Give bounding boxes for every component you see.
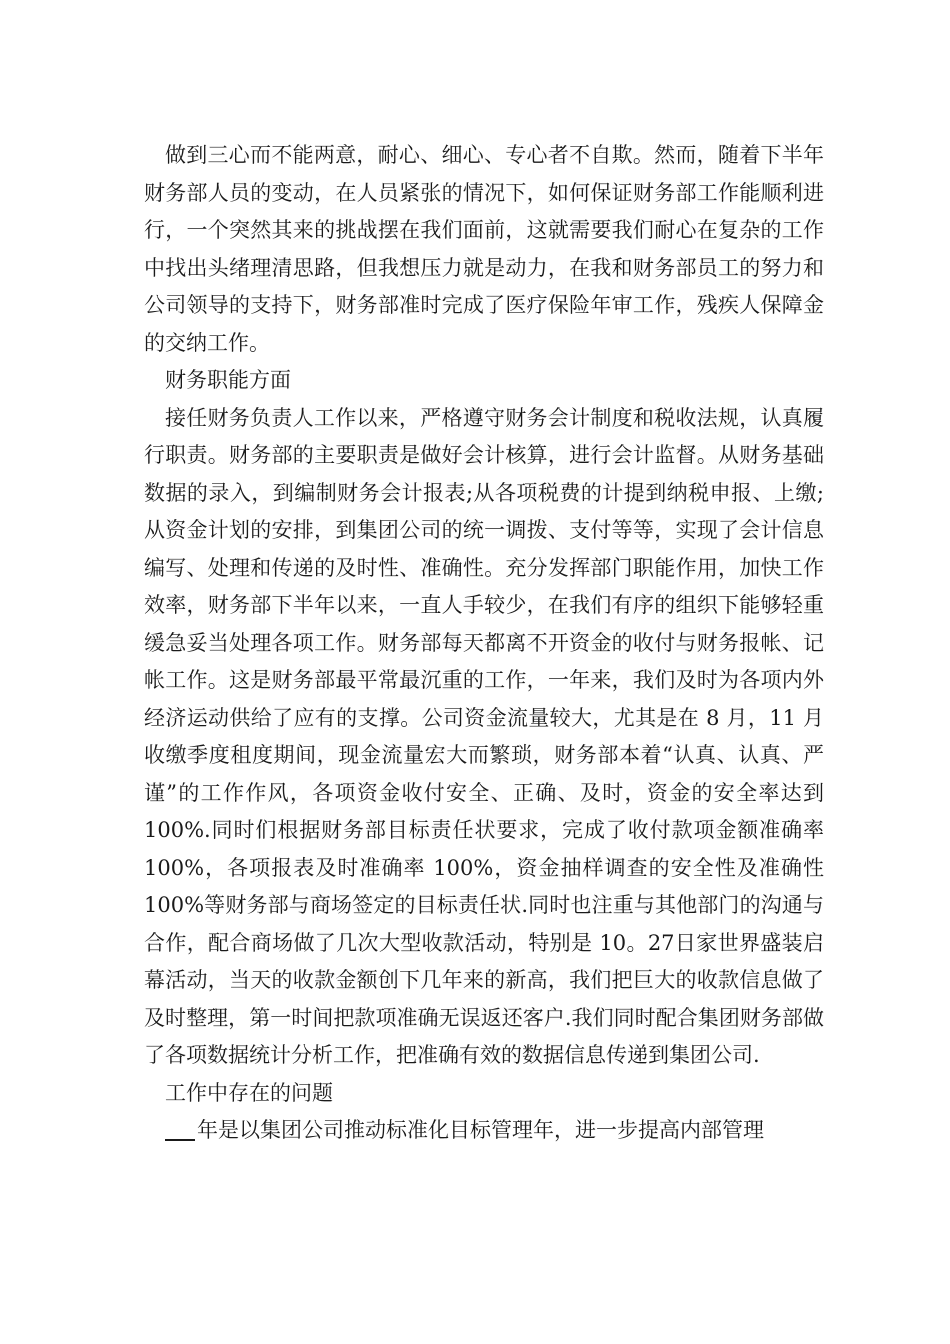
fill-in-blank — [165, 1117, 195, 1141]
section-heading-problems: 工作中存在的问题 — [165, 1080, 333, 1105]
paragraph-financial-functions: 接任财务负责人工作以来，严格遵守财务会计制度和税收法规，认真履行职责。财务部的主要职责是做好会计核算，进行会计监督。从财务基础数据的录入，到编制财务会计报表;从各项税费的计提到纳税申报、上缴;从资金计划的安排，到集团公司的统一调拨、支付等等，实现了会计信息编写、处理和传递的及时性、准确性。充分发挥部门职能作用，加快工作效率，财务部下半年以来，一直人手较少，在我们有序的组织下能够轻重缓急妥当处理各项工作。财务部每天都离不开资金的收付与财务报帐、记帐工作。这是财务部最平常最沉重的工作，一年来，我们及时为各项内外经济运动供给了应有的支撑。公司资金流量较大，尤其是在 8 月，11 月收缴季度租度期间，现金流量宏大而繁琐，财务部本着“认真、认真、严谨”的工作作风，各项资金收付安全、正确、及时，资金的安全率达到100%.同时们根据财务部目标责任状要求，完成了收付款项金额准确率 100%，各项报表及时准确率 100%，资金抽样调查的安全性及准确性 100%等财务部与商场签定的目标责任状.同时也注重与其他部门的沟通与合作，配合商场做了几次大型收款活动，特别是 10。27日家世界盛装启幕活动，当天的收款金额创下几年来的新高，我们把巨大的收款信息做了及时整理，第一时间把款项准确无误返还客户.我们同时配合集团财务部做了各项数据统计分析工作，把准确有效的数据信息传递到集团公司. — [144, 405, 824, 1067]
paragraph-problems-text: 年是以集团公司推动标准化目标管理年，进一步提高内部管理 — [197, 1118, 764, 1142]
document-body — [144, 137, 824, 1150]
paragraph-problems — [144, 1112, 824, 1150]
section-heading-financial-functions: 财务职能方面 — [165, 368, 291, 392]
paragraph-intro: 做到三心而不能两意，耐心、细心、专心者不自欺。然而，随着下半年财务部人员的变动，在人员紧张的情况下，如何保证财务部工作能顺利进行，一个突然其来的挑战摆在我们面前，这就需要我们耐心在复杂的工作中找出头绪理清思路，但我想压力就是动力，在我和财务部员工的努力和公司领导的支持下，财务部准时完成了医疗保险年审工作，残疾人保障金的交纳工作。 — [144, 143, 824, 355]
